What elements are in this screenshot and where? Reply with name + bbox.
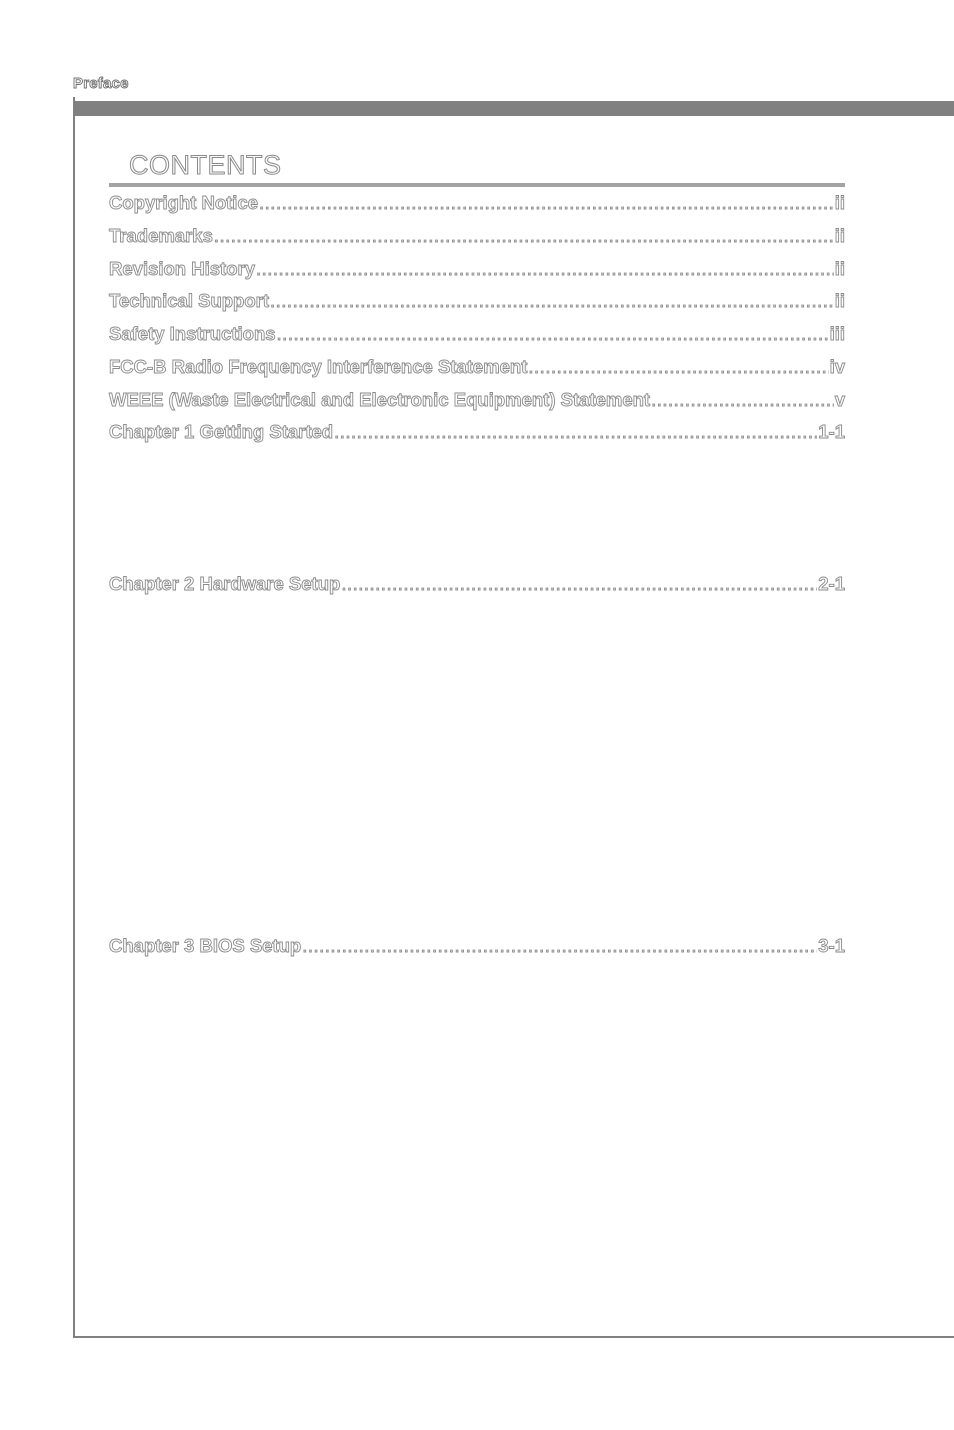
toc-entry-weee-statement[interactable] — [109, 389, 845, 411]
toc-leader-dots — [270, 290, 834, 312]
toc-entry-title: Chapter 3 BIOS Setup — [109, 935, 302, 956]
toc-entry-chapter-1[interactable] — [109, 421, 845, 443]
toc-entry-page: 3-1 — [818, 935, 845, 956]
toc-entry-title: Safety Instructions — [109, 323, 276, 344]
toc-entry-title: Copyright Notice — [109, 192, 259, 213]
toc-entry-chapter-3[interactable] — [109, 935, 845, 957]
toc-leader-dots — [302, 935, 817, 957]
contents-title: CONTENTS — [129, 150, 282, 180]
toc-entry-title: Technical Support — [109, 290, 270, 311]
contents-divider — [109, 183, 845, 187]
toc-entry-title: WEEE (Waste Electrical and Electronic Equipment) Statement — [109, 389, 651, 410]
toc-entry-trademarks[interactable] — [109, 225, 845, 247]
toc-entry-page: ii — [834, 225, 845, 246]
toc-entry-safety-instructions[interactable] — [109, 323, 845, 345]
toc-entry-title: Chapter 1 Getting Started — [109, 421, 334, 442]
page-frame-bottom-border — [73, 1336, 954, 1338]
toc-entry-technical-support[interactable] — [109, 290, 845, 312]
toc-entry-revision-history[interactable] — [109, 258, 845, 280]
toc-leader-dots — [259, 192, 834, 214]
toc-leader-dots — [256, 258, 834, 280]
toc-entry-page: ii — [834, 290, 845, 311]
toc-entry-page: iii — [829, 323, 845, 344]
toc-leader-dots — [277, 323, 829, 345]
toc-entry-title: FCC-B Radio Frequency Interference Statement — [109, 356, 528, 377]
toc-leader-dots — [651, 389, 834, 411]
toc-entry-copyright[interactable] — [109, 192, 845, 214]
toc-entry-chapter-2[interactable] — [109, 573, 845, 595]
toc-entry-page: ii — [834, 192, 845, 213]
header-bar — [75, 101, 954, 116]
toc-entry-page: 2-1 — [818, 573, 845, 594]
toc-leader-dots — [528, 356, 828, 378]
toc-entry-page: iv — [829, 356, 845, 377]
page-frame-left-border — [73, 97, 75, 1337]
section-header-label: Preface — [73, 75, 129, 92]
toc-leader-dots — [334, 421, 817, 443]
toc-entry-title: Trademarks — [109, 225, 213, 246]
toc-entry-title: Revision History — [109, 258, 255, 279]
toc-entry-page: ii — [834, 258, 845, 279]
toc-leader-dots — [341, 573, 817, 595]
toc-entry-title: Chapter 2 Hardware Setup — [109, 573, 341, 594]
toc-entry-page: v — [834, 389, 845, 410]
toc-entry-page: 1-1 — [818, 421, 845, 442]
toc-leader-dots — [214, 225, 834, 247]
toc-entry-fcc-statement[interactable] — [109, 356, 845, 378]
